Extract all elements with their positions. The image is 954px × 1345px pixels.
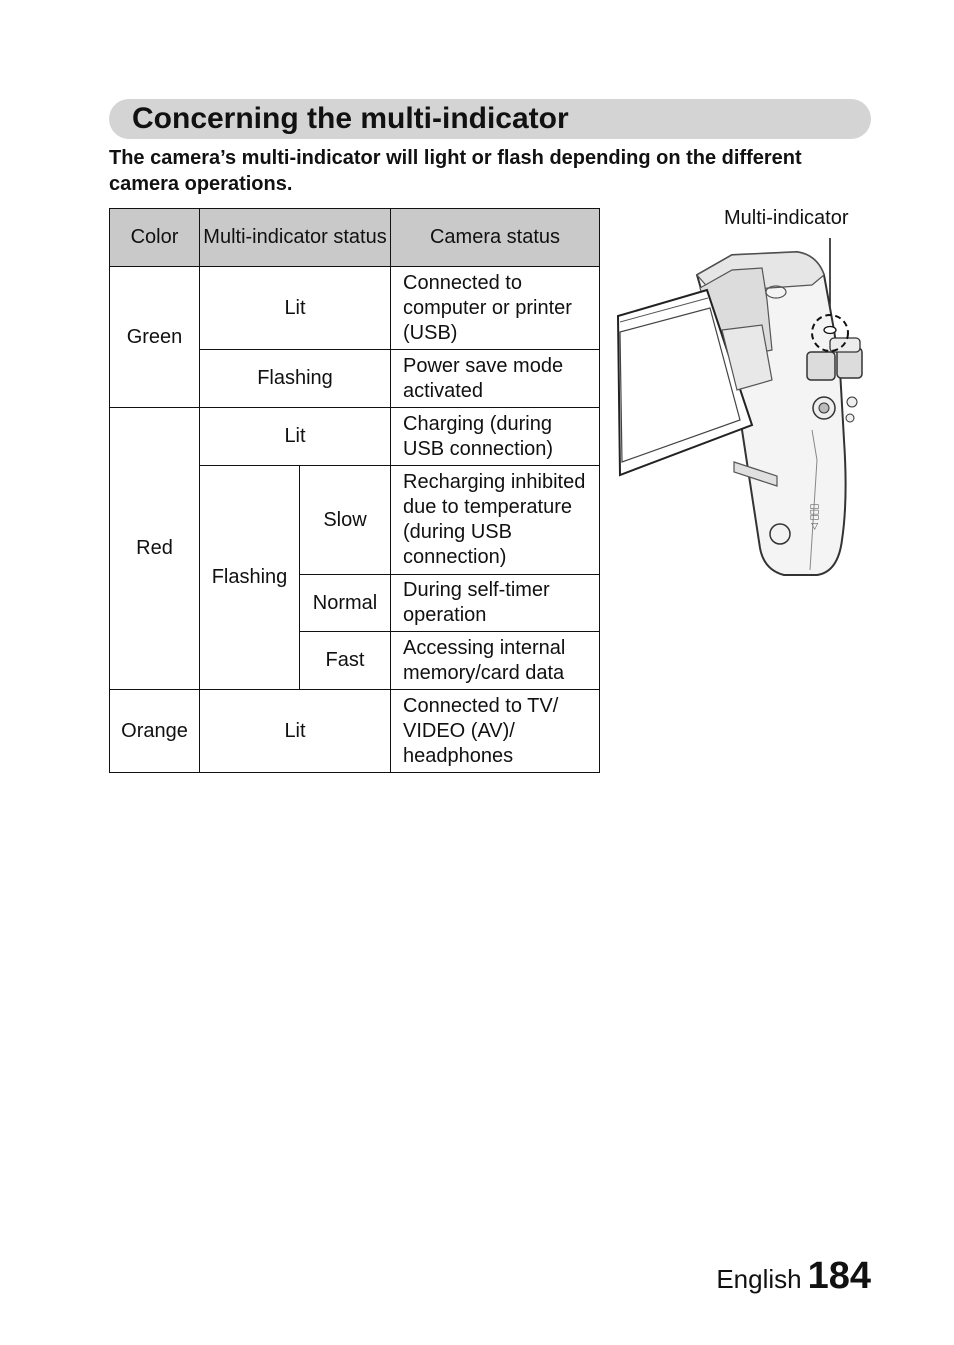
header-color: Color (110, 209, 200, 267)
camera-status-cell: Charging (during USB connection) (391, 408, 600, 466)
flash-speed-cell: Slow (300, 466, 391, 575)
table-row (110, 408, 600, 466)
multi-indicator-icon (824, 327, 836, 334)
shutter-button-icon (770, 524, 790, 544)
page-number: 184 (807, 1255, 871, 1297)
color-green: Green (110, 267, 200, 408)
svg-text:◁ ﾞﾞﾞ: ◁ ﾞﾞﾞ (810, 504, 820, 530)
flash-speed-cell: Normal (300, 575, 391, 632)
table-header-row (110, 209, 600, 267)
camera-illustration (612, 230, 872, 580)
camera-status-cell: Power save mode activated (391, 350, 600, 408)
figure-label: Multi-indicator (724, 207, 849, 229)
color-orange: Orange (110, 690, 200, 773)
page-footer (716, 1255, 871, 1298)
header-indicator-status: Multi-indicator status (200, 209, 391, 267)
intro-text: The camera’s multi-indicator will light or flash depending on the different camera operations. (109, 147, 802, 195)
table-row (110, 690, 600, 773)
multi-indicator-table (109, 208, 600, 773)
indicator-status-cell: Lit (200, 267, 391, 350)
flash-speed-cell: Fast (300, 632, 391, 690)
camera-status-cell: Recharging inhibited due to temperature (during USB connection) (391, 466, 600, 575)
indicator-status-cell: Lit (200, 408, 391, 466)
indicator-status-cell: Lit (200, 690, 391, 773)
table-row (110, 267, 600, 350)
camera-status-cell: Connected to TV/ VIDEO (AV)/ headphones (391, 690, 600, 773)
section-title: Concerning the multi-indicator (132, 102, 569, 135)
indicator-status-cell: Flashing (200, 350, 391, 408)
color-red: Red (110, 408, 200, 690)
camera-status-cell: Accessing internal memory/card data (391, 632, 600, 690)
header-camera-status: Camera status (391, 209, 600, 267)
camera-status-cell: Connected to computer or printer (USB) (391, 267, 600, 350)
footer-language: English (716, 1264, 802, 1294)
indicator-status-cell: Flashing (200, 466, 300, 690)
camera-status-cell: During self-timer operation (391, 575, 600, 632)
